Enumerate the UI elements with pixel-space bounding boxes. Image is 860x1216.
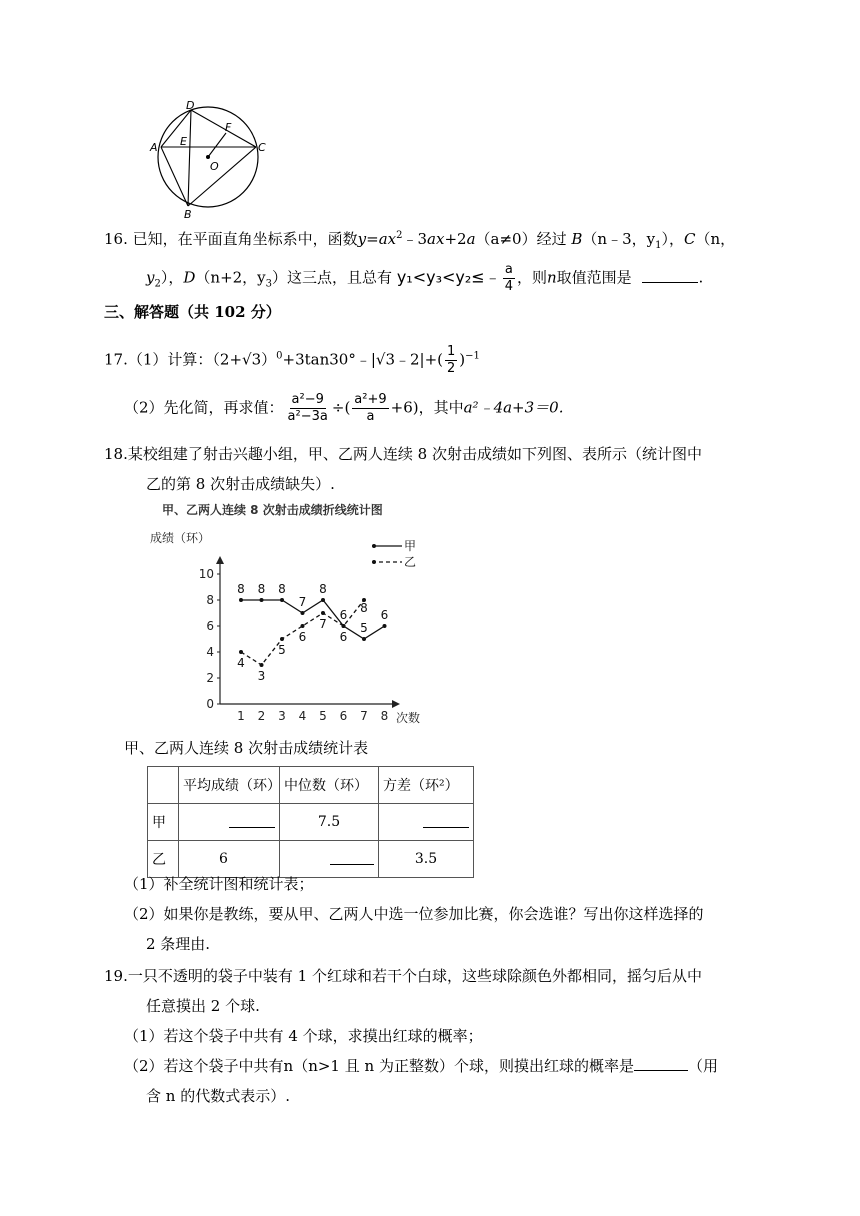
- data-label: 8: [278, 582, 286, 596]
- data-point: [342, 624, 346, 628]
- y-tick-label: 4: [206, 645, 214, 659]
- y-tick-label: 8: [206, 593, 214, 607]
- shooting-score-line-chart: [150, 498, 440, 730]
- q19-part2: （2）若这个袋子中共有n（n>1 且 n 为正整数）个球，则摸出红球的概率是 （用: [124, 1057, 718, 1075]
- x-tick-label: 3: [278, 709, 286, 723]
- data-point: [239, 650, 243, 654]
- blank-yi-median[interactable]: [330, 850, 374, 865]
- data-point: [260, 663, 264, 667]
- x-tick-label: 7: [360, 709, 368, 723]
- data-label: 4: [237, 656, 245, 670]
- q16-number: 16.: [104, 230, 128, 248]
- data-label: 8: [237, 582, 245, 596]
- data-point: [321, 611, 325, 615]
- q16-line1: 16. 已知，在平面直角坐标系中，函数$y=ax^2﹣3ax+2a(a\ne 0)$经过 B（n﹣3，$y_1$），C（n，: [104, 230, 736, 251]
- data-point: [301, 624, 305, 628]
- x-tick-label: 5: [319, 709, 327, 723]
- q19-answer-blank[interactable]: [634, 1056, 688, 1071]
- q16-inequality: y₁<y₃<y₂≤﹣: [396, 267, 501, 287]
- data-label: 7: [298, 595, 307, 609]
- label-C: C: [258, 141, 266, 154]
- q17-number: 17.: [104, 350, 128, 369]
- x-tick-label: 4: [298, 709, 307, 723]
- label-E: E: [180, 135, 187, 148]
- data-point: [239, 598, 243, 602]
- table-row: 乙 6 3.5: [148, 841, 474, 878]
- y-tick-label: 10: [198, 567, 214, 581]
- data-point: [383, 624, 387, 628]
- chart-ylabel: 成绩（环）: [150, 531, 211, 545]
- data-label: 6: [380, 608, 389, 622]
- q19-part1: （1）若这个袋子中共有 4 个球，求摸出红球的概率；: [124, 1027, 483, 1045]
- q18-part2-line2: 2 条理由.: [146, 935, 211, 953]
- table-header-row: 平均成绩（环） 中位数（环） 方差（环²）: [148, 767, 474, 804]
- blank-jia-variance[interactable]: [423, 813, 469, 828]
- x-axis-arrow: [392, 700, 400, 708]
- legend-marker: [372, 560, 376, 564]
- data-point: [280, 637, 284, 641]
- y-tick-label: 0: [206, 697, 214, 711]
- data-label: 3: [257, 669, 266, 683]
- data-label: 5: [278, 643, 286, 657]
- blank-jia-mean[interactable]: [229, 813, 275, 828]
- chart-title: 甲、乙两人连续 8 次射击成绩折线统计图: [162, 503, 383, 517]
- chart-xlabel: 次数: [396, 711, 421, 725]
- data-point: [301, 611, 305, 615]
- q17-part1: 17.（1）计算：$(2+√3)^0+3\tan 30^\circ﹣|√3﹣2|+$( $\frac{1}{2}$ )$^{-1}$: [104, 344, 480, 376]
- q18-line2: 乙的第 8 次射击成绩缺失）.: [146, 475, 335, 493]
- q18-line1: 18.某校组建了射击兴趣小组，甲、乙两人连续 8 次射击成绩如下列图、表所示（统计图中: [104, 445, 702, 463]
- y-axis-arrow: [216, 556, 224, 564]
- legend-label: 甲: [404, 539, 417, 553]
- legend-marker: [372, 544, 376, 548]
- data-point: [362, 637, 366, 641]
- q19-line4: 含 n 的代数式表示）.: [146, 1087, 290, 1105]
- data-label: 6: [339, 608, 348, 622]
- x-tick-label: 6: [339, 709, 348, 723]
- chart-legend: [372, 539, 416, 569]
- data-label: 8: [257, 582, 266, 596]
- q18-number: 18.: [104, 445, 128, 463]
- data-point: [260, 598, 264, 602]
- q19-line2: 任意摸出 2 个球.: [146, 997, 260, 1015]
- section3-title: 三、解答题（共 102 分）: [104, 303, 281, 321]
- q19-number: 19.: [104, 967, 128, 985]
- q18-part1: （1）补全统计图和统计表；: [124, 875, 314, 893]
- label-A: A: [150, 141, 158, 154]
- q18-stats-table: [147, 766, 474, 878]
- q18-table-title: 甲、乙两人连续 8 次射击成绩统计表: [124, 739, 369, 757]
- data-label: 8: [319, 582, 327, 596]
- label-D: D: [186, 100, 195, 112]
- x-tick-label: 1: [237, 709, 245, 723]
- data-point: [280, 598, 284, 602]
- q19-line1: 19.一只不透明的袋子中装有 1 个红球和若干个白球，这些球除颜色外都相同，摇匀后从中: [104, 967, 702, 985]
- q16-answer-blank[interactable]: [642, 268, 698, 283]
- data-label: 6: [298, 630, 307, 644]
- data-label: 6: [339, 630, 348, 644]
- label-F: F: [225, 121, 232, 134]
- y-tick-label: 6: [206, 619, 214, 633]
- q16-line2: $y_2$），D（n+2，$y_3$）这三点，且总有 y₁<y₃<y₂≤﹣ $\frac{a}{4}$ ，则n取值范围是 .: [146, 262, 704, 294]
- y-tick-label: 2: [206, 671, 214, 685]
- table-row: 甲 7.5: [148, 804, 474, 841]
- q17-part2: （2）先化简，再求值： $\frac{\text{a²−9}}{\text{a²−3a}}$ ÷( $\frac{\text{a²+9}}{a}$ +6)，其中a²﹣4a+3＝0.: [124, 392, 564, 424]
- chart-series: [237, 582, 388, 683]
- label-B: B: [184, 208, 192, 220]
- data-point: [321, 598, 325, 602]
- legend-label: 乙: [404, 555, 417, 569]
- label-O: O: [210, 160, 219, 173]
- q18-part2-line1: （2）如果你是教练，要从甲、乙两人中选一位参加比赛，你会选谁？写出你这样选择的: [124, 905, 704, 923]
- x-tick-label: 8: [380, 709, 389, 723]
- circle-geometry-figure: [148, 100, 272, 220]
- data-label: 5: [360, 621, 368, 635]
- x-tick-label: 2: [257, 709, 266, 723]
- data-label: 7: [319, 617, 327, 631]
- data-label: 8: [360, 601, 368, 615]
